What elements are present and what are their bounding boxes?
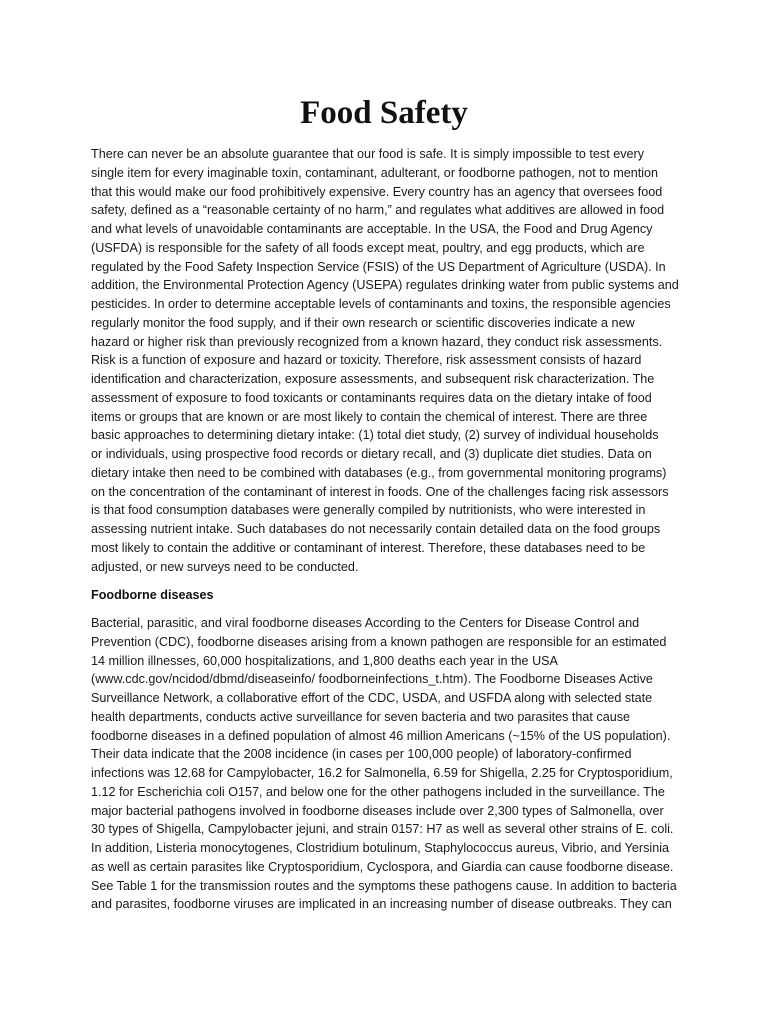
text-line: single item for every imaginable toxin, contaminant, adulterant, or foodborne pathogen, not to mention	[91, 165, 659, 180]
text-line: hazard or higher risk than previously recognized from a known hazard, they conduct risk assessments.	[91, 334, 663, 349]
text-line: Risk is a function of exposure and hazard or toxicity. Therefore, risk assessment consists of hazard	[91, 353, 642, 368]
text-line: regulated by the Food Safety Inspection Service (FSIS) of the US Department of Agriculture (USDA). In	[91, 259, 666, 274]
text-line: is that food consumption databases were generally compiled by nutritionists, who were interested in	[91, 503, 646, 518]
text-line: There can never be an absolute guarantee that our food is safe. It is simply impossible to test every	[91, 147, 645, 161]
text-line: and what levels of unavoidable contaminants are acceptable. In the USA, the Food and Drug Agency	[91, 222, 653, 236]
text-line: that this would make our food prohibitively expensive. Every country has an agency that oversees food	[91, 184, 663, 199]
text-line: In addition, Listeria monocytogenes, Clostridium botulinum, Staphylococcus aureus, Vibrio, and Yersinia	[91, 841, 670, 855]
text-line: dietary intake then need to be combined with databases (e.g., from governmental monitoring programs)	[91, 465, 667, 480]
text-line: regularly monitor the food supply, and if their own research or scientific discoveries indicate a new	[91, 315, 635, 330]
text-line: (USFDA) is responsible for the safety of all foods except meat, poultry, and egg products, which are	[91, 240, 645, 255]
page-title: Food Safety	[300, 95, 468, 131]
text-line: Their data indicate that the 2008 incidence (in cases per 100,000 people) of laboratory-confirmed	[91, 747, 632, 762]
text-line: Bacterial, parasitic, and viral foodborne diseases According to the Centers for Disease Control and	[91, 616, 640, 630]
text-line: as well as certain parasites like Cryptosporidium, Cyclospora, and Giardia can cause foodborne disease.	[91, 859, 674, 874]
text-line: addition, the Environmental Protection Agency (USEPA) regulates drinking water from public systems and	[91, 278, 679, 293]
text-line: 1.12 for Escherichia coli O157, and below one for the other pathogens included in the surveillance. The	[91, 784, 665, 799]
text-line: and parasites, foodborne viruses are implicated in an increasing number of disease outbreaks. They can	[91, 897, 672, 912]
text-line: pesticides. In order to determine acceptable levels of contaminants and toxins, the responsible agencies	[91, 297, 671, 311]
text-line: Surveillance Network, a collaborative effort of the CDC, USDA, and USFDA along with selected state	[91, 691, 653, 705]
text-line: foodborne diseases in a defined population of almost 46 million Americans (~15% of the US population).	[91, 728, 671, 743]
text-line: basic approaches to determining dietary intake: (1) total diet study, (2) survey of individual households	[91, 428, 659, 443]
text-line: health departments, conducts active surveillance for seven bacteria and two parasites that cause	[91, 709, 631, 724]
intro-paragraph	[91, 145, 679, 576]
text-line: or individuals, using prospective food records or dietary recall, and (3) duplicate diet studies. Data on	[91, 447, 652, 461]
text-line: identification and characterization, exposure assessments, and subsequent risk characterization. The	[91, 372, 655, 386]
text-line: 14 million illnesses, 60,000 hospitalizations, and 1,800 deaths each year in the USA	[91, 653, 558, 668]
text-line: See Table 1 for the transmission routes and the symptoms these pathogens cause. In addition to bacteria	[91, 878, 677, 893]
text-line: adjusted, or new surveys need to be conducted.	[91, 559, 359, 574]
text-line: infections was 12.68 for Campylobacter, 16.2 for Salmonella, 6.59 for Shigella, 2.25 for Cryptosporidium,	[91, 766, 673, 780]
text-line: safety, defined as a “reasonable certainty of no harm,” and regulates what additives are allowed in food	[91, 203, 665, 218]
text-line: (www.cdc.gov/ncidod/dbmd/diseaseinfo/ foodborneinfections_t.htm). The Foodborne Diseases Active	[91, 672, 653, 687]
text-line: on the concentration of the contaminant of interest in foods. One of the challenges facing risk assessors	[91, 484, 669, 499]
text-line: major bacterial pathogens involved in foodborne diseases include over 2,300 types of Salmonella, over	[91, 803, 664, 818]
text-line: items or groups that are known or are most likely to contain the chemical of interest. There are three	[91, 409, 648, 424]
text-line: most likely to contain the additive or contaminant of interest. Therefore, these databases need to be	[91, 540, 646, 555]
text-line: 30 types of Shigella, Campylobacter jejuni, and strain 0157: H7 as well as several other strains of E. coli.	[91, 822, 674, 837]
text-line: Prevention (CDC), foodborne diseases arising from a known pathogen are responsible for an estimated	[91, 634, 667, 649]
foodborne-diseases-paragraph	[91, 614, 679, 914]
text-line: assessment of exposure to food toxicants or contaminants requires data on the dietary intake of food	[91, 390, 652, 405]
text-line: assessing nutrient intake. Such databases do not necessarily contain detailed data on the food groups	[91, 522, 661, 536]
section-heading: Foodborne diseases	[91, 588, 214, 602]
